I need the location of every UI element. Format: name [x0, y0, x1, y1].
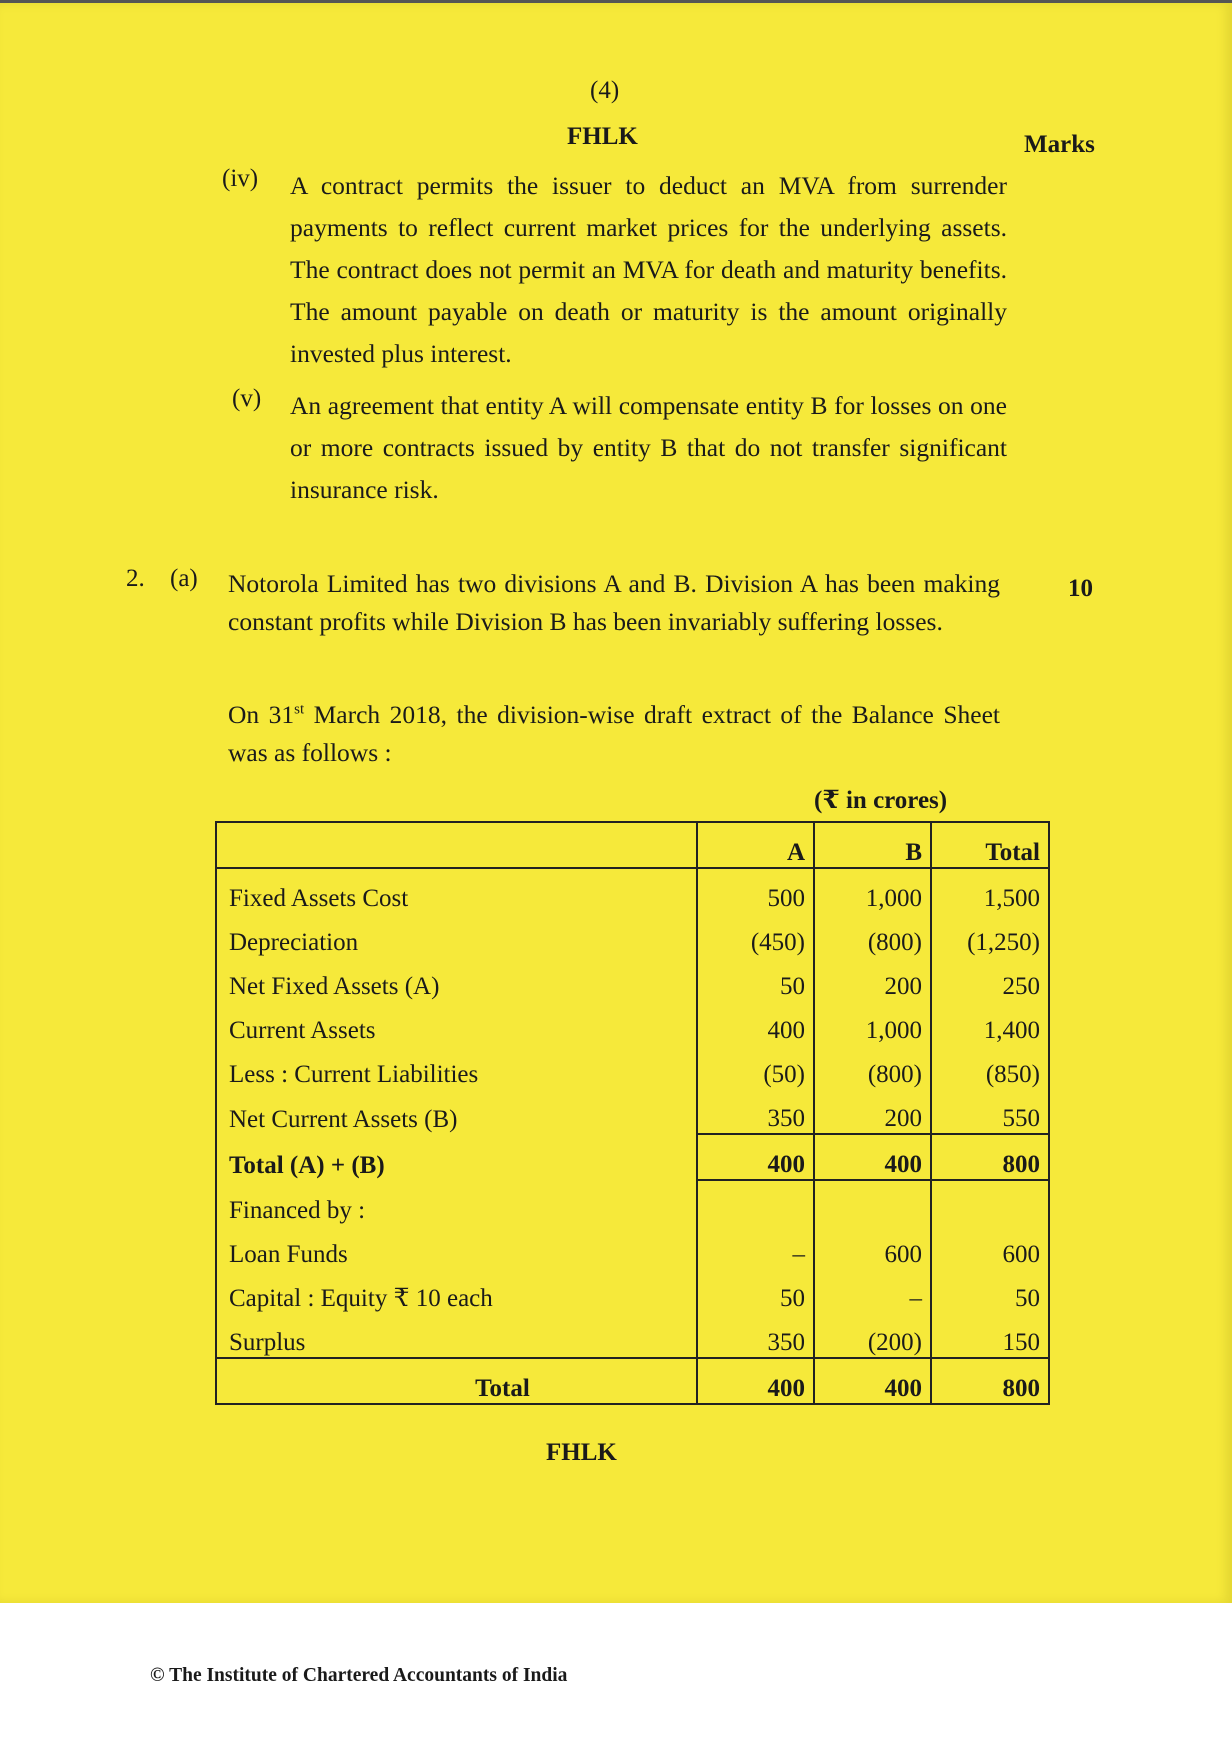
header-cell: B — [814, 822, 931, 868]
cell-b: 1,000 — [814, 1001, 931, 1045]
cell-b: 1,000 — [814, 868, 931, 913]
cell-total: (850) — [931, 1045, 1049, 1089]
table-header-row — [216, 822, 1049, 868]
row-label: Current Assets — [216, 1001, 697, 1045]
item-number: (iv) — [222, 165, 259, 192]
row-label: Financed by : — [216, 1180, 697, 1225]
cell-a: 400 — [697, 1358, 814, 1404]
cell-b: (800) — [814, 913, 931, 957]
cell-total: 550 — [931, 1089, 1049, 1134]
cell-a: (50) — [697, 1045, 814, 1089]
cell-a: 350 — [697, 1089, 814, 1134]
cell-total: 1,400 — [931, 1001, 1049, 1045]
cell-a: (450) — [697, 913, 814, 957]
table-row — [216, 1269, 1049, 1313]
item-number: (v) — [232, 385, 262, 412]
row-label: Total (A) + (B) — [216, 1134, 697, 1180]
copyright-footer: © The Institute of Chartered Accountants of India — [150, 1665, 568, 1686]
cell-b — [814, 1180, 931, 1225]
cell-a: 50 — [697, 1269, 814, 1313]
question-number: 2. — [126, 565, 145, 592]
marks-heading: Marks — [1024, 131, 1095, 158]
cell-b: – — [814, 1269, 931, 1313]
question-text-2 — [228, 696, 1000, 772]
row-label: Loan Funds — [216, 1225, 697, 1269]
item-text: An agreement that entity A will compensate entity B for losses on one or more contracts issued by entity B that do not transfer significant insurance risk. — [290, 391, 1007, 504]
cell-total — [931, 1180, 1049, 1225]
cell-b: (800) — [814, 1045, 931, 1089]
cell-total: 800 — [931, 1134, 1049, 1180]
cell-total: 1,500 — [931, 868, 1049, 913]
header-cell — [216, 822, 697, 868]
question-part: (a) — [170, 565, 198, 592]
table-row-subtotal — [216, 1134, 1049, 1180]
question-text-2-pre: On 31 — [228, 700, 295, 729]
question-marks: 10 — [1068, 575, 1093, 602]
table-row — [216, 957, 1049, 1001]
row-label: Total — [216, 1358, 697, 1404]
cell-b: 200 — [814, 957, 931, 1001]
table-row — [216, 1225, 1049, 1269]
cell-b: 400 — [814, 1134, 931, 1180]
header-cell: A — [697, 822, 814, 868]
row-label: Net Current Assets (B) — [216, 1089, 697, 1134]
cell-a — [697, 1180, 814, 1225]
cell-a: 500 — [697, 868, 814, 913]
table-row — [216, 1045, 1049, 1089]
cell-total: 800 — [931, 1358, 1049, 1404]
header-cell: Total — [931, 822, 1049, 868]
cell-a: 350 — [697, 1313, 814, 1358]
balance-sheet-table — [215, 821, 1050, 1405]
cell-b: 200 — [814, 1089, 931, 1134]
table-row — [216, 1313, 1049, 1358]
row-label: Capital : Equity ₹ 10 each — [216, 1269, 697, 1313]
question-text-2-post: March 2018, the division-wise draft extract of the Balance Sheet was as follows : — [228, 700, 1000, 767]
paper-code-top: FHLK — [567, 123, 638, 150]
item-text: A contract permits the issuer to deduct an MVA from surrender payments to reflect current market prices for the underlying assets. The contract does not permit an MVA for death and maturity benefits. The amount payable on death or maturity is the amount originally invested plus interest. — [290, 171, 1007, 368]
row-label: Surplus — [216, 1313, 697, 1358]
cell-a: – — [697, 1225, 814, 1269]
cell-a: 50 — [697, 957, 814, 1001]
cell-b: 400 — [814, 1358, 931, 1404]
cell-total: 600 — [931, 1225, 1049, 1269]
question-text: Notorola Limited has two divisions A and B. Division A has been making constant profits while Division B has been invariably suffering losses. — [228, 569, 1000, 636]
cell-total: (1,250) — [931, 913, 1049, 957]
table-row — [216, 1180, 1049, 1225]
cell-b: (200) — [814, 1313, 931, 1358]
table-row — [216, 1001, 1049, 1045]
cell-b: 600 — [814, 1225, 931, 1269]
cell-a: 400 — [697, 1134, 814, 1180]
cell-a: 400 — [697, 1001, 814, 1045]
page-number: (4) — [590, 77, 620, 104]
cell-total: 150 — [931, 1313, 1049, 1358]
row-label: Fixed Assets Cost — [216, 868, 697, 913]
unit-note: (₹ in crores) — [814, 787, 948, 814]
table-row — [216, 868, 1049, 913]
cell-total: 50 — [931, 1269, 1049, 1313]
row-label: Net Fixed Assets (A) — [216, 957, 697, 1001]
paper-code-bottom: FHLK — [546, 1439, 617, 1466]
cell-total: 250 — [931, 957, 1049, 1001]
row-label: Less : Current Liabilities — [216, 1045, 697, 1089]
table-row-total — [216, 1358, 1049, 1404]
table-row — [216, 1089, 1049, 1134]
row-label: Depreciation — [216, 913, 697, 957]
table-row — [216, 913, 1049, 957]
ordinal-suffix: st — [294, 701, 305, 718]
